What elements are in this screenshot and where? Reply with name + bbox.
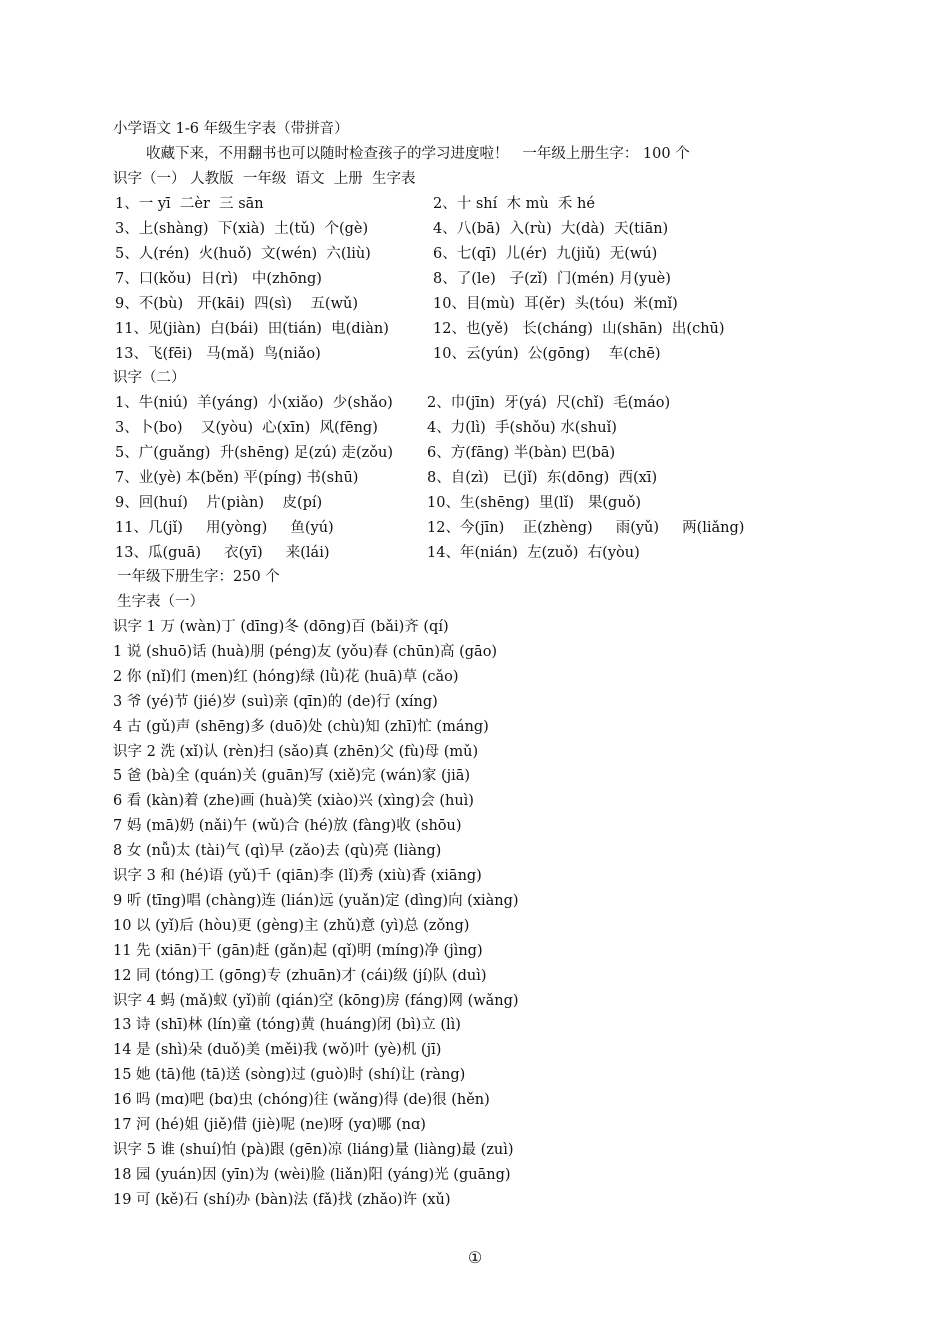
list-item: 6 看 (kàn)着 (zhe)画 (huà)笑 (xiào)兴 (xìng)会 (huì) (113, 793, 474, 810)
section-heading: 识字（一） 人教版 一年级 语文 上册 生字表 (113, 171, 416, 187)
row-left-cell: 13、飞(fēi) 马(mǎ) 鸟(niǎo) (115, 346, 321, 362)
list-item: 识字 5 谁 (shuí)怕 (pà)跟 (gēn)凉 (liáng)量 (liàng)最 (zuì) (113, 1141, 514, 1158)
list-item: 19 可 (kě)石 (shí)办 (bàn)法 (fǎ)找 (zhǎo)许 (xǔ) (113, 1191, 451, 1208)
row-right-cell: 12、今(jīn) 正(zhèng) 雨(yǔ) 两(liǎng) (427, 520, 745, 536)
section-heading: 生字表（一） (117, 594, 204, 610)
section-heading: 识字（二） (113, 370, 186, 386)
row-left-cell: 7、口(kǒu) 日(rì) 中(zhōng) (115, 271, 322, 287)
row-right-cell: 10、生(shēng) 里(lǐ) 果(guǒ) (427, 495, 642, 511)
list-item: 3 爷 (yé)节 (jié)岁 (suì)亲 (qīn)的 (de)行 (xíng) (113, 693, 438, 710)
doc-title: 小学语文 1-6 年级生字表（带拼音） (113, 121, 349, 137)
row-right-cell: 6、方(fāng) 半(bàn) 巴(bā) (427, 445, 616, 461)
row-left-cell: 11、几(jǐ) 用(yòng) 鱼(yú) (115, 520, 334, 536)
row-left-cell: 3、卜(bo) 又(yòu) 心(xīn) 风(fēng) (115, 420, 378, 436)
page-number: ① (467, 1248, 483, 1267)
list-item: 1 说 (shuō)话 (huà)朋 (péng)友 (yǒu)春 (chūn)高 (gāo) (113, 643, 498, 660)
row-right-cell: 10、目(mù) 耳(ěr) 头(tóu) 米(mǐ) (433, 296, 678, 312)
list-item: 15 她 (tā)他 (tā)送 (sòng)过 (guò)时 (shí)让 (ràng) (113, 1067, 466, 1084)
row-right-cell: 14、年(nián) 左(zuǒ) 右(yòu) (427, 545, 640, 561)
list-item: 11 先 (xiān)干 (gān)赶 (gǎn)起 (qǐ)明 (míng)净 (jìng) (113, 942, 483, 959)
row-left-cell: 5、人(rén) 火(huǒ) 文(wén) 六(liù) (115, 246, 371, 262)
list-item: 4 古 (gǔ)声 (shēng)多 (duō)处 (chù)知 (zhī)忙 (máng) (113, 718, 489, 735)
list-item: 13 诗 (shī)林 (lín)童 (tóng)黄 (huáng)闭 (bì)立 (lì) (113, 1017, 461, 1034)
list-item: 识字 1 万 (wàn)丁 (dīng)冬 (dōng)百 (bǎi)齐 (qí) (113, 619, 449, 635)
list-item: 10 以 (yǐ)后 (hòu)更 (gèng)主 (zhǔ)意 (yì)总 (zǒng) (113, 917, 470, 934)
row-left-cell: 9、回(huí) 片(piàn) 皮(pí) (115, 495, 323, 511)
row-left-cell: 1、牛(niú) 羊(yáng) 小(xiǎo) 少(shǎo) (115, 395, 393, 411)
row-left-cell: 9、不(bù) 开(kāi) 四(sì) 五(wǔ) (115, 296, 358, 312)
row-right-cell: 2、巾(jīn) 牙(yá) 尺(chǐ) 毛(máo) (427, 395, 671, 411)
list-item: 12 同 (tóng)工 (gōng)专 (zhuān)才 (cái)级 (jí)队 (duì) (113, 967, 487, 984)
doc-intro: 收藏下来，不用翻书也可以随时检查孩子的学习进度啦！ 一年级上册生字： 100 个 (146, 146, 690, 162)
row-right-cell: 8、了(le) 子(zǐ) 门(mén) 月(yuè) (433, 271, 671, 287)
list-item: 5 爸 (bà)全 (quán)关 (guān)写 (xiě)完 (wán)家 (jiā) (113, 768, 471, 785)
list-item: 16 吗 (mɑ)吧 (bɑ)虫 (chóng)往 (wǎng)得 (de)很 (hěn) (113, 1092, 490, 1109)
list-item: 7 妈 (mā)奶 (nǎi)午 (wǔ)合 (hé)放 (fàng)收 (shōu) (113, 818, 462, 835)
list-item: 识字 2 洗 (xǐ)认 (rèn)扫 (sǎo)真 (zhēn)父 (fù)母 (mǔ) (113, 743, 479, 760)
list-item: 8 女 (nǚ)太 (tài)气 (qì)早 (zǎo)去 (qù)亮 (liàng) (113, 843, 442, 860)
row-right-cell: 8、自(zì) 已(jǐ) 东(dōng) 西(xī) (427, 470, 658, 486)
row-left-cell: 11、见(jiàn) 白(bái) 田(tián) 电(diàn) (115, 321, 389, 337)
row-left-cell: 1、一 yī 二èr 三 sān (115, 196, 264, 212)
list-item: 18 园 (yuán)因 (yīn)为 (wèi)脸 (liǎn)阳 (yáng)光 (guāng) (113, 1166, 511, 1183)
list-item: 识字 4 蚂 (mǎ)蚁 (yǐ)前 (qián)空 (kōng)房 (fáng)网 (wǎng) (113, 992, 519, 1009)
row-left-cell: 13、瓜(guā) 衣(yī) 来(lái) (115, 545, 330, 561)
row-right-cell: 10、云(yún) 公(gōng) 车(chē) (433, 346, 661, 362)
row-right-cell: 4、八(bā) 入(rù) 大(dà) 天(tiān) (433, 221, 669, 237)
list-item: 2 你 (nǐ)们 (men)红 (hóng)绿 (lǜ)花 (huā)草 (cǎo) (113, 668, 459, 685)
row-left-cell: 7、业(yè) 本(běn) 平(píng) 书(shū) (115, 470, 359, 486)
list-item: 17 河 (hé)姐 (jiě)借 (jiè)呢 (ne)呀 (yɑ)哪 (nɑ) (113, 1117, 426, 1133)
list-item: 14 是 (shì)朵 (duǒ)美 (měi)我 (wǒ)叶 (yè)机 (jī) (113, 1042, 442, 1059)
row-left-cell: 3、上(shàng) 下(xià) 土(tǔ) 个(gè) (115, 221, 369, 237)
grade-heading: 一年级下册生字：250 个 (117, 569, 280, 585)
list-item: 9 听 (tīng)唱 (chàng)连 (lián)远 (yuǎn)定 (dìng)向 (xiàng) (113, 892, 519, 909)
row-right-cell: 4、力(lì) 手(shǒu) 水(shuǐ) (427, 420, 617, 436)
row-left-cell: 5、广(guǎng) 升(shēng) 足(zú) 走(zǒu) (115, 445, 393, 461)
list-item: 识字 3 和 (hé)语 (yǔ)千 (qiān)李 (lǐ)秀 (xiù)香 (xiāng) (113, 868, 482, 884)
row-right-cell: 2、十 shí 木 mù 禾 hé (433, 196, 595, 212)
row-right-cell: 12、也(yě) 长(cháng) 山(shān) 出(chū) (433, 321, 725, 337)
row-right-cell: 6、七(qī) 儿(ér) 九(jiǔ) 无(wú) (433, 246, 658, 262)
